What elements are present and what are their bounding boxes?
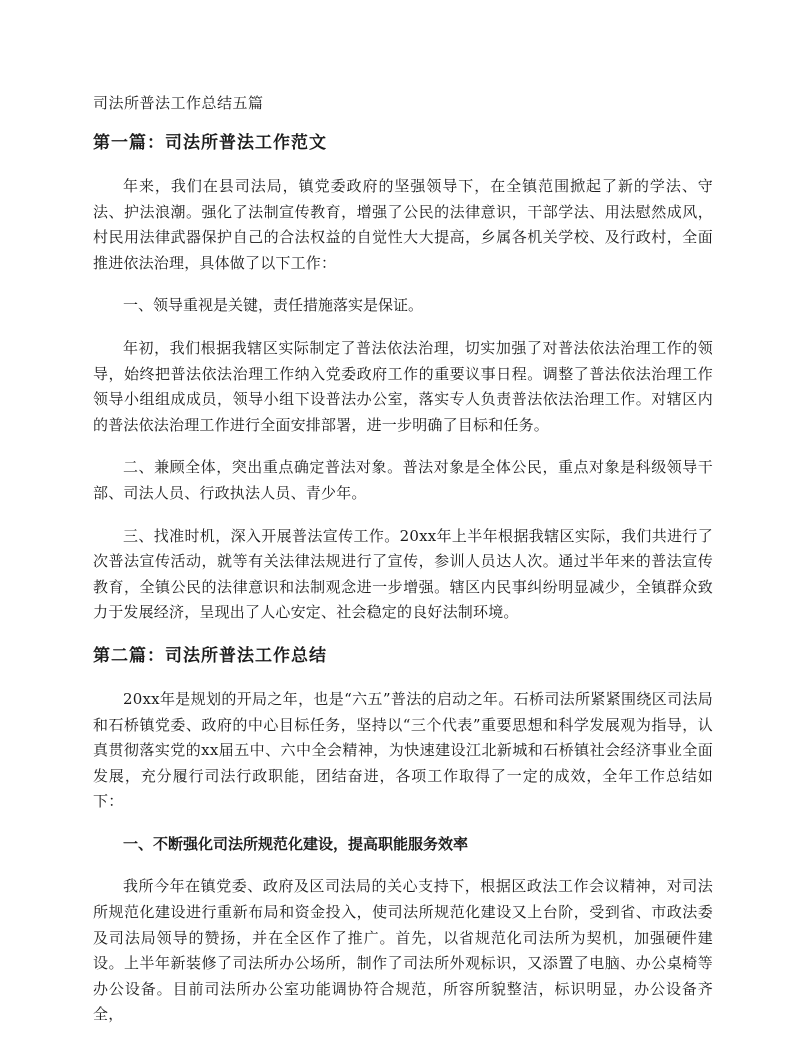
chapter-1-point-1-body: 年初，我们根据我辖区实际制定了普法依法治理，切实加强了对普法依法治理工作的领导，始终把普法依法治理工作纳入党委政府工作的重要议事日程。调整了普法依法治理工作领导小组组成成员，领导小组下设普法办公室，落实专人负责普法依法治理工作。对辖区内的普法依法治理工作进行全面安排部署，进一步明确了目标和任务。 xyxy=(93,338,713,434)
chapter-1-point-1-heading: 一、领导重视是关键，责任措施落实是保证。 xyxy=(123,296,424,315)
chapter-2-intro: 20xx年是规划的开局之年，也是“六五”普法的启动之年。石桥司法所紧紧围绕区司法局和石桥镇党委、政府的中心目标任务，坚持以“三个代表”重要思想和科学发展观为指导，认真贯彻落实党的xx届五中、六中全会精神，为快速建设江北新城和石桥镇社会经济事业全面发展，充分履行司法行政职能，团结奋进，各项工作取得了一定的成效，全年工作总结如下： xyxy=(93,689,713,811)
document-title: 司法所普法工作总结五篇 xyxy=(93,94,264,112)
chapter-2-title: 第二篇：司法所普法工作总结 xyxy=(93,645,327,666)
chapter-2-section-1-heading: 一、不断强化司法所规范化建设，提高职能服务效率 xyxy=(123,834,469,853)
document-page xyxy=(93,92,713,1045)
chapter-1-point-3: 三、找准时机，深入开展普法宣传工作。20xx年上半年根据我辖区实际，我们共进行了次普法宣传活动，就等有关法律法规进行了宣传，参训人员达人次。通过半年来的普法宣传教育，全镇公民的法律意识和法制观念进一步增强。辖区内民事纠纷明显减少，全镇群众致力于发展经济，呈现出了人心安定、社会稳定的良好法制环境。 xyxy=(93,526,713,622)
chapter-1-point-2: 二、兼顾全体，突出重点确定普法对象。普法对象是全体公民，重点对象是科级领导干部、司法人员、行政执法人员、青少年。 xyxy=(93,458,713,502)
chapter-2-section-1-body: 我所今年在镇党委、政府及区司法局的关心支持下，根据区政法工作会议精神，对司法所规范化建设进行重新布局和资金投入，使司法所规范化建设又上台阶，受到省、市政法委及司法局领导的赞扬，并在全区作了推广。首先，以省规范化司法所为契机，加强硬件建设。上半年新装修了司法所办公场所，制作了司法所外观标识，又添置了电脑、办公桌椅等办公设备。目前司法所办公室功能调协符合规范，所容所貌整洁，标识明显，办公设备齐全， xyxy=(93,877,713,1024)
chapter-1-intro: 年来，我们在县司法局，镇党委政府的坚强领导下，在全镇范围掀起了新的学法、守法、护法浪潮。强化了法制宣传教育，增强了公民的法律意识，干部学法、用法慰然成风，村民用法律武器保护自己的合法权益的自觉性大大提高，乡属各机关学校、及行政村，全面推进依法治理，具体做了以下工作： xyxy=(93,177,713,272)
chapter-1-title: 第一篇：司法所普法工作范文 xyxy=(93,133,327,153)
